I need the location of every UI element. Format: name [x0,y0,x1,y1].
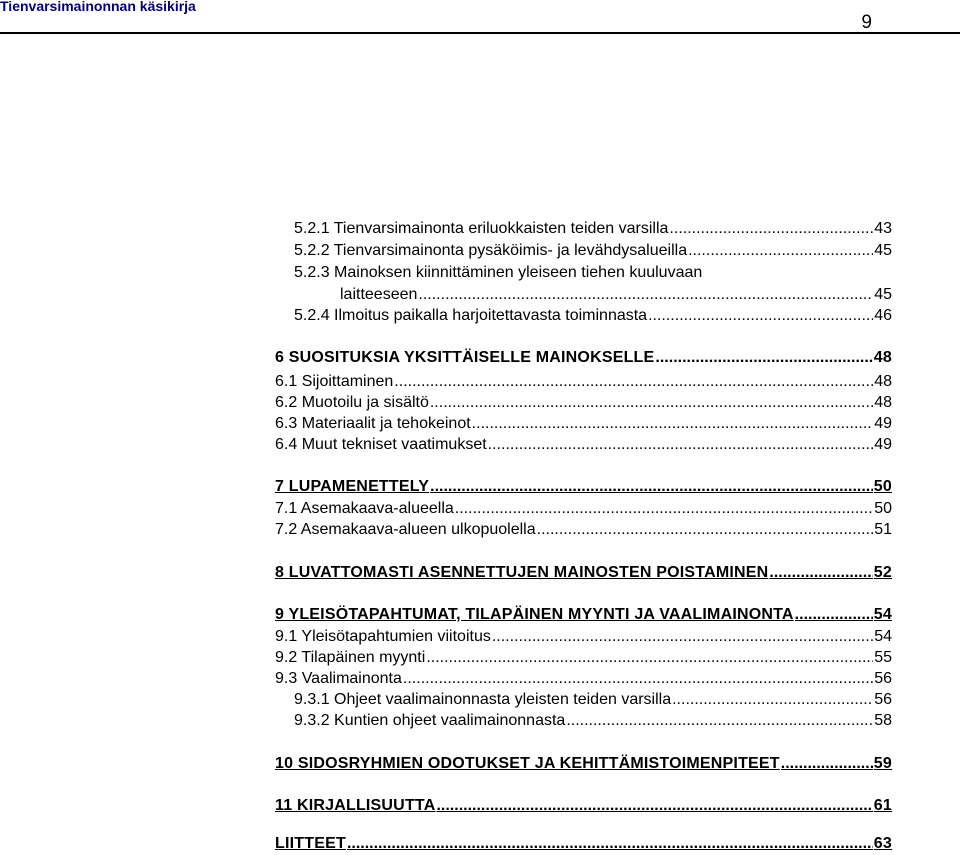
toc-entry-6-1[interactable] [275,372,892,392]
toc-entry-title: 5.2.2 Tienvarsimainonta pysäköimis- ja levähdysalueilla [294,242,688,259]
toc-leader-dots [669,219,873,239]
toc-entry-9[interactable] [275,605,892,625]
toc-entry-7[interactable] [275,477,892,497]
toc-entry-title: 9.3.2 Kuntien ohjeet vaalimainonnasta [294,712,566,729]
toc-entry-title: 9.2 Tilapäinen myynti [275,649,426,666]
toc-entry-page: 58 [874,712,892,729]
toc-entry-page: 59 [873,755,892,772]
toc-entry-title: laitteeseen [340,286,418,303]
toc-entry-title: 9 YLEISÖTAPAHTUMAT, TILAPÄINEN MYYNTI JA VAALIMAINONTA [275,606,794,623]
toc-entry-7-1[interactable] [275,499,892,519]
toc-entry-page: 46 [874,307,892,324]
toc-leader-dots [488,435,874,455]
toc-entry-page: 48 [874,394,892,411]
toc-entry-title: 6.3 Materiaalit ja tehokeinot [275,415,471,432]
toc-leader-dots [688,241,873,261]
toc-entry-6-2[interactable] [275,393,892,413]
toc-entry-9-3-1[interactable] [294,690,892,710]
toc-entry-title: 5.2.3 Mainoksen kiinnittäminen yleiseen tiehen kuuluvaan [294,264,703,281]
toc-leader-dots [403,669,873,689]
toc-entry-page: 48 [873,349,892,366]
toc-entry-title: 6 SUOSITUKSIA YKSITTÄISELLE MAINOKSELLE [275,349,655,366]
toc-entry-page: 49 [874,436,892,453]
toc-entry-page: 49 [874,415,892,432]
toc-leader-dots [781,754,873,774]
toc-leader-dots [566,711,873,731]
toc-entry-8[interactable] [275,563,892,583]
toc-entry-page: 61 [873,797,892,814]
toc-leader-dots [672,690,873,710]
toc-leader-dots [430,393,873,413]
toc-entry-page: 50 [873,478,892,495]
toc-entry-title: 5.2.1 Tienvarsimainonta eriluokkaisten teiden varsilla [294,220,669,237]
document-title: Tienvarsimainonnan käsikirja [0,0,196,14]
toc-entry-title: 7 LUPAMENETTELY [275,478,430,495]
toc-entry-6[interactable] [275,348,892,368]
toc-entry-title: 6.4 Muut tekniset vaatimukset [275,436,487,453]
toc-leader-dots [426,648,873,668]
toc-entry-page: 56 [874,670,892,687]
toc-entry-5-2-4[interactable] [294,306,892,326]
toc-entry-page: 63 [873,835,892,852]
toc-leader-dots [472,414,874,434]
toc-leader-dots [795,605,873,625]
toc-entry-page: 51 [874,521,892,538]
toc-entry-title: LIITTEET [275,835,346,852]
toc-entry-9-2[interactable] [275,648,892,668]
toc-entry-page: 43 [874,220,892,237]
toc-entry-page: 45 [874,242,892,259]
toc-entry-9-3-2[interactable] [294,711,892,731]
toc-leader-dots [492,627,873,647]
toc-leader-dots [648,306,873,326]
toc-entry-title: 7.1 Asemakaava-alueella [275,500,454,517]
toc-entry-title: 10 SIDOSRYHMIEN ODOTUKSET JA KEHITTÄMISTOIMENPITEET [275,755,780,772]
toc-entry-page: 50 [874,500,892,517]
toc-leader-dots [436,796,872,816]
toc-leader-dots [537,520,874,540]
toc-entry-title: 6.1 Sijoittaminen [275,373,394,390]
toc-entry-11[interactable] [275,796,892,816]
toc-entry-page: 45 [874,286,892,303]
toc-entry-6-3[interactable] [275,414,892,434]
toc-entry-page: 54 [874,628,892,645]
toc-entry-title: 5.2.4 Ilmoitus paikalla harjoitettavasta toiminnasta [294,307,648,324]
toc-entry-page: 55 [874,649,892,666]
toc-leader-dots [394,372,873,392]
toc-leader-dots [430,477,873,497]
toc-entry-5-2-1[interactable] [294,219,892,239]
toc-entry-page: 48 [874,373,892,390]
toc-entry-9-1[interactable] [275,627,892,647]
toc-entry-title: 7.2 Asemakaava-alueen ulkopuolella [275,521,536,538]
toc-entry-title: 8 LUVATTOMASTI ASENNETTUJEN MAINOSTEN POISTAMINEN [275,564,769,581]
toc-entry-7-2[interactable] [275,520,892,540]
toc-entry-6-4[interactable] [275,435,892,455]
toc-entry-title: 9.3.1 Ohjeet vaalimainonnasta yleisten teiden varsilla [294,691,672,708]
toc-entry-title: 9.3 Vaalimainonta [275,670,402,687]
toc-entry-page: 52 [873,564,892,581]
toc-leader-dots [655,348,872,368]
toc-entry-5-2-2[interactable] [294,241,892,261]
toc-leader-dots [455,499,873,519]
toc-leader-dots [769,563,872,583]
toc-leader-dots [347,834,873,854]
toc-entry-9-3[interactable] [275,669,892,689]
page-number: 9 [861,12,872,33]
toc-entry-5-2-3-continued[interactable] [340,285,892,305]
toc-entry-page: 54 [873,606,892,623]
toc-entry-title: 6.2 Muotoilu ja sisältö [275,394,429,411]
toc-entry-5-2-3[interactable] [294,263,892,283]
toc-entry-title: 9.1 Yleisötapahtumien viitoitus [275,628,491,645]
toc-entry-page: 56 [874,691,892,708]
toc-entry-title: 11 KIRJALLISUUTTA [275,797,436,814]
toc-entry-10[interactable] [275,754,892,774]
toc-leader-dots [418,285,873,305]
toc-entry-liitteet[interactable] [275,834,892,854]
